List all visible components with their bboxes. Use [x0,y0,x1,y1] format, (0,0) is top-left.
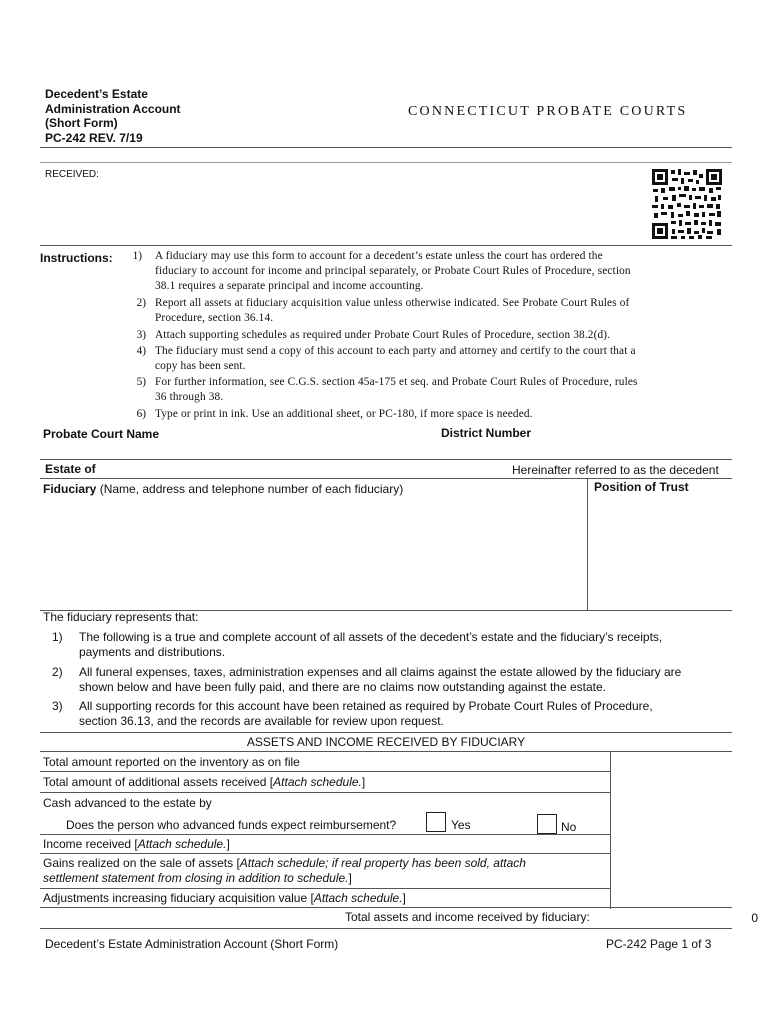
header-rule-lower [40,162,732,163]
representation-item [79,665,724,694]
representation-item [79,699,724,728]
no-checkbox[interactable] [537,814,557,834]
instruction-line: copy has been sent. [155,360,246,372]
row-text: ] [402,891,406,905]
assets-top-rule [40,732,732,733]
instruction-item [155,344,730,374]
assets-row-rule [40,853,610,854]
instruction-item [155,249,730,294]
instruction-number: 4) [136,345,146,357]
no-label: No [561,820,577,834]
row-text: ] [348,871,352,885]
representation-line: All funeral expenses, taxes, administration expenses and all claims against the estate allowed by the fiduciary are [79,665,682,679]
instruction-item [155,407,730,422]
row-text: Total amount of additional assets received [ [43,775,274,789]
instruction-line: 38.1 requires a separate principal and income accounting. [155,280,424,292]
probate-court-name-label: Probate Court Name [43,427,160,441]
assets-row-adjustments [43,891,406,905]
instruction-line: Attach supporting schedules as required under Probate Court Rules of Procedure, section 38.2(d). [155,329,611,341]
instruction-line: For further information, see C.G.S. section 45a-175 et seq. and Probate Court Rules of Procedure, rules [155,376,638,388]
position-of-trust-field[interactable] [590,496,730,608]
assets-heading-rule [40,751,732,752]
assets-row-rule [40,888,610,889]
instruction-number: 2) [136,297,146,309]
form-title-line: Administration Account [45,101,181,116]
representation-intro: The fiduciary represents that: [43,610,199,624]
position-of-trust-label: Position of Trust [594,480,689,494]
representation-line: section 36.13, and the records are available for review upon request. [79,713,444,728]
instruction-line: The fiduciary must send a copy of this account to each party and attorney and certify to the court that a [155,345,636,357]
agency-name: CONNECTICUT PROBATE COURTS [408,104,688,119]
estate-rule [40,478,732,479]
representation-item [79,630,724,659]
fiduciary-label [43,482,403,496]
fiduciary-hint: (Name, address and telephone number of each fiduciary) [96,482,404,496]
representation-number: 1) [52,630,63,644]
district-number-label: District Number [441,426,532,440]
representation-line: All supporting records for this account have been retained as required by Probate Court Rules of Procedure, [79,699,653,713]
row-text: ] [226,837,230,851]
estate-of-field[interactable] [110,462,500,476]
form-title-line: Decedent’s Estate [45,87,148,101]
instruction-line: Type or print in ink. Use an additional sheet, or PC-180, if more space is needed. [155,408,533,420]
hereinafter-label: Hereinafter referred to as the decedent [512,463,719,477]
court-rule [40,459,732,460]
representation-number: 2) [52,665,63,679]
representation-number: 3) [52,699,63,713]
total-assets-label: Total assets and income received by fiduciary: [345,910,590,924]
row-text-italic: Attach schedule. [313,891,403,905]
reimbursement-question: Does the person who advanced funds expect reimbursement? [66,818,397,832]
instruction-item [155,375,730,405]
assets-row-rule [40,771,610,772]
instruction-number: 3) [136,329,146,341]
assets-column-divider [610,751,611,909]
cash-advanced-by-field[interactable] [230,795,605,809]
assets-row-rule [40,907,732,908]
instruction-number: 5) [136,376,146,388]
form-title [45,87,181,145]
footer-page-number: PC-242 Page 1 of 3 [606,937,712,951]
fiduciary-divider [587,478,588,610]
row-text: Adjustments increasing fiduciary acquisition value [ [43,891,314,905]
assets-row-rule [40,792,610,793]
row-text-italic: Attach schedule. [273,775,362,789]
yes-label: Yes [451,818,471,832]
probate-court-name-field[interactable] [40,442,436,458]
district-number-field[interactable] [438,442,732,458]
qr-code-icon [651,168,723,240]
assets-row-additional [43,775,365,789]
instructions-label: Instructions: [40,251,113,265]
instruction-number: 6) [136,408,146,420]
assets-heading: ASSETS AND INCOME RECEIVED BY FIDUCIARY [246,735,526,749]
row-text: ] [361,775,366,789]
instruction-number: 1) [132,250,142,262]
row-text-italic: Attach schedule. [137,837,227,851]
instruction-line: Report all assets at fiduciary acquisition value unless otherwise indicated. See Probate Court Rules of [155,297,630,309]
row-text-italic: settlement statement from closing in addition to schedule. [43,871,349,885]
representation-line: The following is a true and complete account of all assets of the decedent’s estate and the fiduciary’s receipts, [79,630,663,644]
footer-title: Decedent’s Estate Administration Account (Short Form) [45,937,339,951]
yes-checkbox[interactable] [426,812,446,832]
header-rule [40,147,732,148]
total-rule [40,928,732,929]
row-text: Gains realized on the sale of assets [ [43,856,240,870]
assets-row-rule [40,834,610,835]
form-number: PC-242 REV. 7/19 [45,130,143,145]
received-rule [40,245,732,246]
fiduciary-label-bold: Fiduciary [43,482,97,496]
form-title-line: (Short Form) [45,116,118,130]
row-text: Income received [ [43,837,138,851]
instruction-item [155,296,730,326]
assets-row-income [43,837,230,851]
fiduciary-field[interactable] [42,498,582,608]
total-assets-value: 0 [751,911,758,925]
instruction-line: Procedure, section 36.14. [155,312,274,324]
assets-row-cash-advanced: Cash advanced to the estate by [43,796,212,810]
estate-of-label: Estate of [45,462,96,476]
representation-line: payments and distributions. [79,644,226,659]
received-label: RECEIVED: [45,169,99,180]
instruction-line: fiduciary to account for income and principal separately, or Probate Court Rules of Procedure, section [155,265,631,277]
assets-row-inventory: Total amount reported on the inventory as on file [43,755,300,769]
instruction-line: A fiduciary may use this form to account for a decedent’s estate unless the court has ordered the [155,250,603,262]
representation-line: shown below and have been fully paid, and there are no claims now outstanding against the estate. [79,679,607,694]
instruction-line: 36 through 38. [155,391,224,403]
assets-row-gains [43,856,526,886]
row-text-italic: Attach schedule; if real property has been sold, attach [239,856,526,870]
instruction-item [155,328,730,343]
